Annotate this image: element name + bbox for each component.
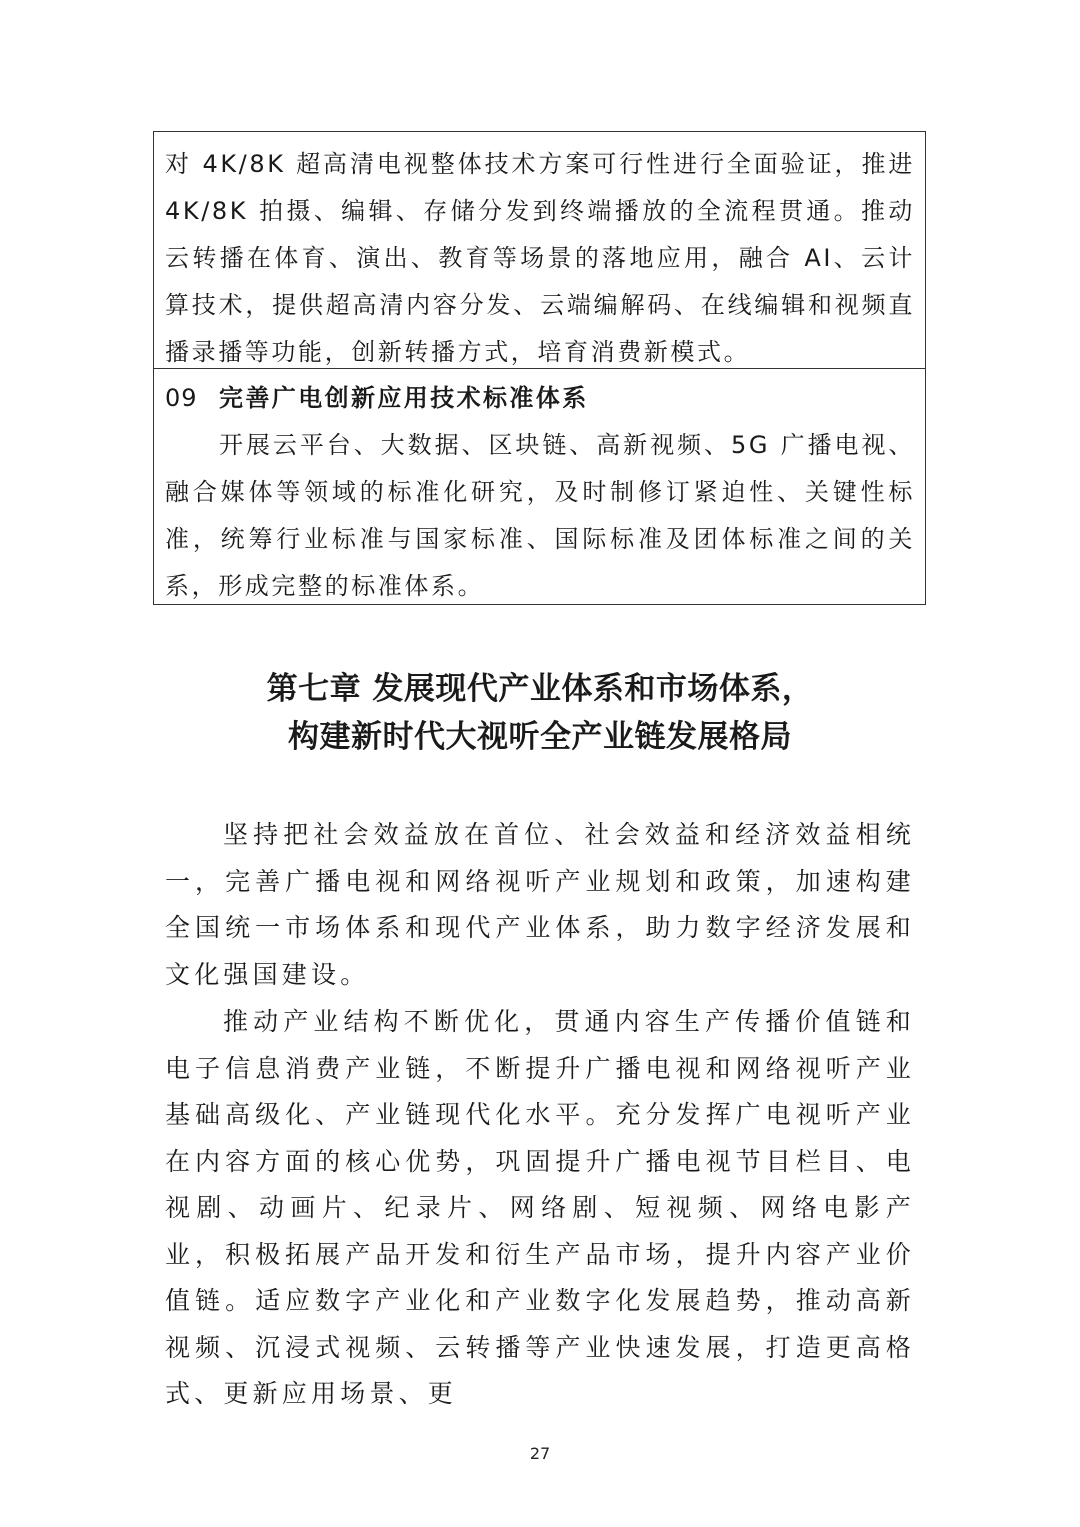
box-paragraph: 对 4K/8K 超高清电视整体技术方案可行性进行全面验证，推进 4K/8K 拍摄、编辑、存储分发到终端播放的全流程贯通。推动云转播在体育、演出、教育等场景的落地应用，融合 AI、云计算技术，提供超高清内容分发、云端编解码、在线编辑和视频直播录播等功能，创新转播方式，培育消费新模式。 bbox=[165, 150, 915, 366]
chapter-title-line-1: 第七章 发展现代产业体系和市场体系， bbox=[266, 671, 814, 707]
page-number: 27 bbox=[529, 1444, 551, 1463]
item-title: 完善广电创新应用技术标准体系 bbox=[219, 384, 589, 412]
body-paragraph-1: 坚持把社会效益放在首位、社会效益和经济效益相统一，完善广播电视和网络视听产业规划和政策，加速构建全国统一市场体系和现代产业体系，助力数字经济发展和文化强国建设。 bbox=[165, 820, 915, 989]
box-paragraph: 开展云平台、大数据、区块链、高新视频、5G 广播电视、融合媒体等领域的标准化研究，及时制修订紧迫性、关键性标准，统筹行业标准与国家标准、国际标准及团体标准之间的关系，形成完整的标准体系。 bbox=[165, 431, 915, 600]
chapter-title-line-2: 构建新时代大视听全产业链发展格局 bbox=[288, 719, 792, 755]
item-number: 09 bbox=[165, 384, 198, 412]
box-heading bbox=[165, 375, 915, 422]
body-paragraph-2: 推动产业结构不断优化，贯通内容生产传播价值链和电子信息消费产业链，不断提升广播电视和网络视听产业基础高级化、产业链现代化水平。充分发挥广电视听产业在内容方面的核心优势，巩固提升广播电视节目栏目、电视剧、动画片、纪录片、网络剧、短视频、网络电影产业，积极拓展产品开发和衍生产品市场，提升内容产业价值链。适应数字产业化和产业数字化发展趋势，推动高新视频、沉浸式视频、云转播等产业快速发展，打造更高格式、更新应用场景、更 bbox=[165, 1007, 915, 1408]
text-box-standards bbox=[153, 368, 926, 605]
text-box-ultra-hd bbox=[153, 131, 926, 369]
